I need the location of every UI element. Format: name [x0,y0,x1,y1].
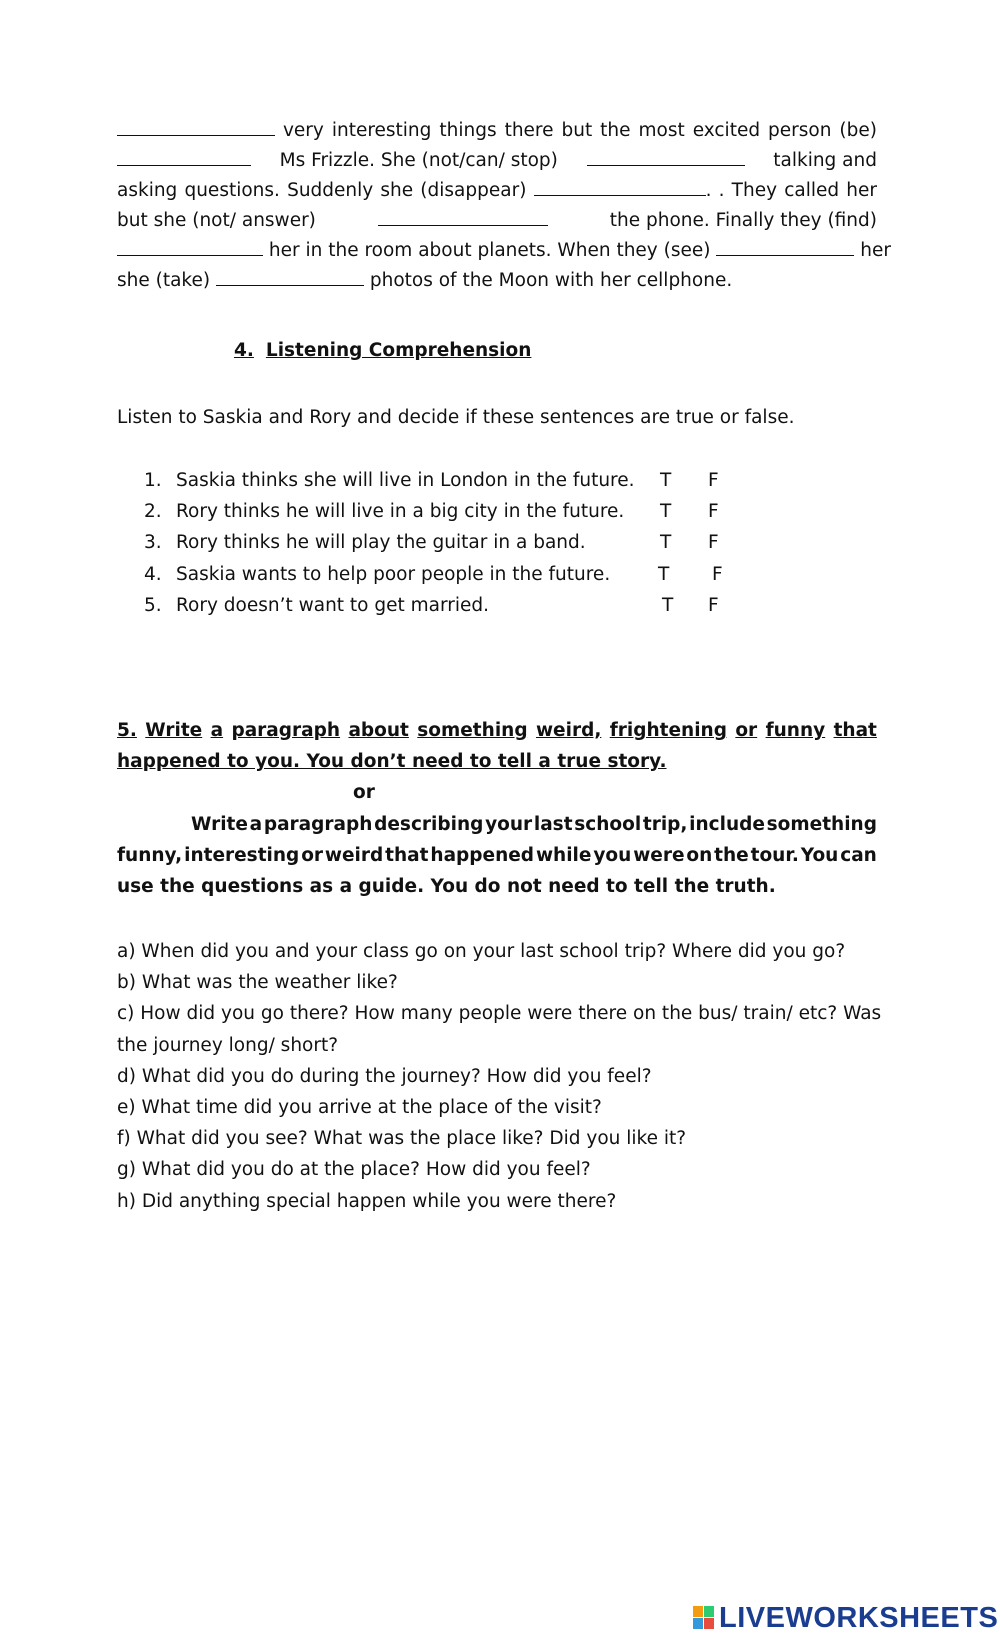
item-number: 3. [144,532,162,554]
word: funny [765,720,826,741]
guide-question: d) What did you do during the journey? How did you feel? [117,1065,652,1087]
word: on [686,844,713,866]
word: that [833,720,877,741]
section-5-alt-line-3: use the questions as a guide. You do not need to tell the truth. [117,875,776,897]
word: while [535,844,592,866]
word: tour. [750,844,799,866]
false-option[interactable]: F [708,470,719,491]
word: a [249,813,263,835]
answer-blank[interactable] [117,148,251,166]
word: You [800,844,839,866]
answer-blank[interactable] [117,118,275,136]
guide-question: e) What time did you arrive at the place of the visit? [117,1096,602,1118]
word: school [574,813,642,835]
guide-question: g) What did you do at the place? How did you feel? [117,1159,591,1181]
paragraph-line [117,236,891,266]
word: funny, [117,844,183,866]
answer-blank[interactable] [587,148,745,166]
section-5-alt-line-1 [191,809,877,840]
word: 5. [117,720,137,741]
paragraph-text: . . They called her [705,180,877,201]
logo-square [704,1606,714,1617]
guide-question: h) Did anything special happen while you were there? [117,1190,617,1212]
paragraph-text: Ms Frizzle. She (not/can/ stop) [279,150,558,171]
word: happened [430,844,535,866]
word: or [301,844,324,866]
word: something [766,813,877,835]
word: paragraph [263,813,373,835]
word: or [735,720,758,741]
item-number: 4. [144,563,162,585]
word: that [385,844,429,866]
paragraph-text: she (take) [117,270,216,291]
paragraph-text: asking questions. Suddenly she (disappear) [117,180,534,201]
true-option[interactable]: T [662,594,674,616]
item-statement: Rory thinks he will live in a big city in the future. [176,501,625,523]
section-5 [117,715,877,902]
liveworksheets-logo-icon [693,1606,715,1630]
false-option[interactable]: F [712,563,723,585]
section-5-alt-line-2 [117,840,877,871]
item-number: 2. [144,501,162,523]
true-option[interactable]: T [660,532,672,554]
section-5-title-line-1 [117,715,877,746]
guide-question: c) How did you go there? How many people were there on the bus/ train/ etc? Was [117,1003,882,1025]
word: include [689,813,765,835]
paragraph-text: her [854,240,891,261]
true-false-item [144,527,744,558]
true-false-list [144,465,744,621]
liveworksheets-brand: LIVEWORKSHEETS [719,1601,999,1634]
answer-blank[interactable] [534,178,706,196]
word: interesting [184,844,300,866]
item-statement: Saskia thinks she will live in London in the future. [176,470,635,491]
guide-question: a) When did you and your class go on your last school trip? Where did you go? [117,941,846,962]
true-false-item [144,465,744,496]
guide-questions [117,936,882,1217]
paragraph-line [117,206,877,236]
item-number: 1. [144,470,162,491]
item-statement: Saskia wants to help poor people in the future. [176,563,611,585]
word: your [485,813,533,835]
answer-blank[interactable] [378,208,548,226]
logo-square [704,1618,714,1629]
false-option[interactable]: F [708,532,719,554]
word: weird, [535,720,602,741]
true-false-item [144,496,744,527]
paragraph-text: talking and [773,150,877,171]
paragraph-line [117,146,877,176]
guide-question: the journey long/ short? [117,1034,339,1056]
paragraph-line [117,176,877,206]
word: describing [374,813,484,835]
paragraph-line [117,116,877,146]
paragraph-text: photos of the Moon with her cellphone. [363,270,733,291]
answer-blank[interactable] [716,238,854,256]
answer-blank[interactable] [216,268,364,286]
word: something [417,720,528,741]
section-4-instruction: Listen to Saskia and Rory and decide if these sentences are true or false. [117,407,795,428]
section-5-or: or [353,782,375,804]
liveworksheets-logo [693,1602,998,1634]
word: last [533,813,573,835]
true-false-item [144,590,744,621]
word: were [633,844,685,866]
true-option[interactable]: T [658,563,670,585]
word: Write [191,813,248,835]
word: frightening [609,720,727,741]
section-4-heading [234,336,531,366]
paragraph-text: her in the room about planets. When they (see) [263,240,717,261]
guide-question: b) What was the weather like? [117,972,398,994]
section-4-title: Listening Comprehension [265,340,532,361]
logo-square [693,1618,703,1629]
word: paragraph [231,720,341,741]
item-number: 5. [144,594,162,616]
word: you [593,844,632,866]
item-statement: Rory doesn’t want to get married. [176,594,490,616]
section-5-title-line-2: happened to you. You don’t need to tell a true story. [117,751,667,773]
false-option[interactable]: F [708,501,719,523]
word: Write [145,720,203,741]
section-4-number: 4. [234,340,254,361]
false-option[interactable]: F [708,594,719,616]
fill-in-paragraph [117,116,891,296]
word: can [840,844,877,866]
word: a [210,720,224,741]
paragraph-line [117,266,877,296]
paragraph-text: very interesting things there but the most excited person (be) [275,120,877,141]
word: trip, [642,813,688,835]
paragraph-text: but she (not/ answer) [117,210,316,231]
item-statement: Rory thinks he will play the guitar in a band. [176,532,586,554]
true-option[interactable]: T [660,470,672,491]
true-option[interactable]: T [660,501,672,523]
word: weird [324,844,384,866]
answer-blank[interactable] [117,238,263,256]
word: about [348,720,409,741]
guide-question: f) What did you see? What was the place like? Did you like it? [117,1128,687,1150]
logo-square [693,1606,703,1617]
word: the [714,844,749,866]
true-false-item [144,559,744,590]
paragraph-text: the phone. Finally they (find) [609,210,877,231]
